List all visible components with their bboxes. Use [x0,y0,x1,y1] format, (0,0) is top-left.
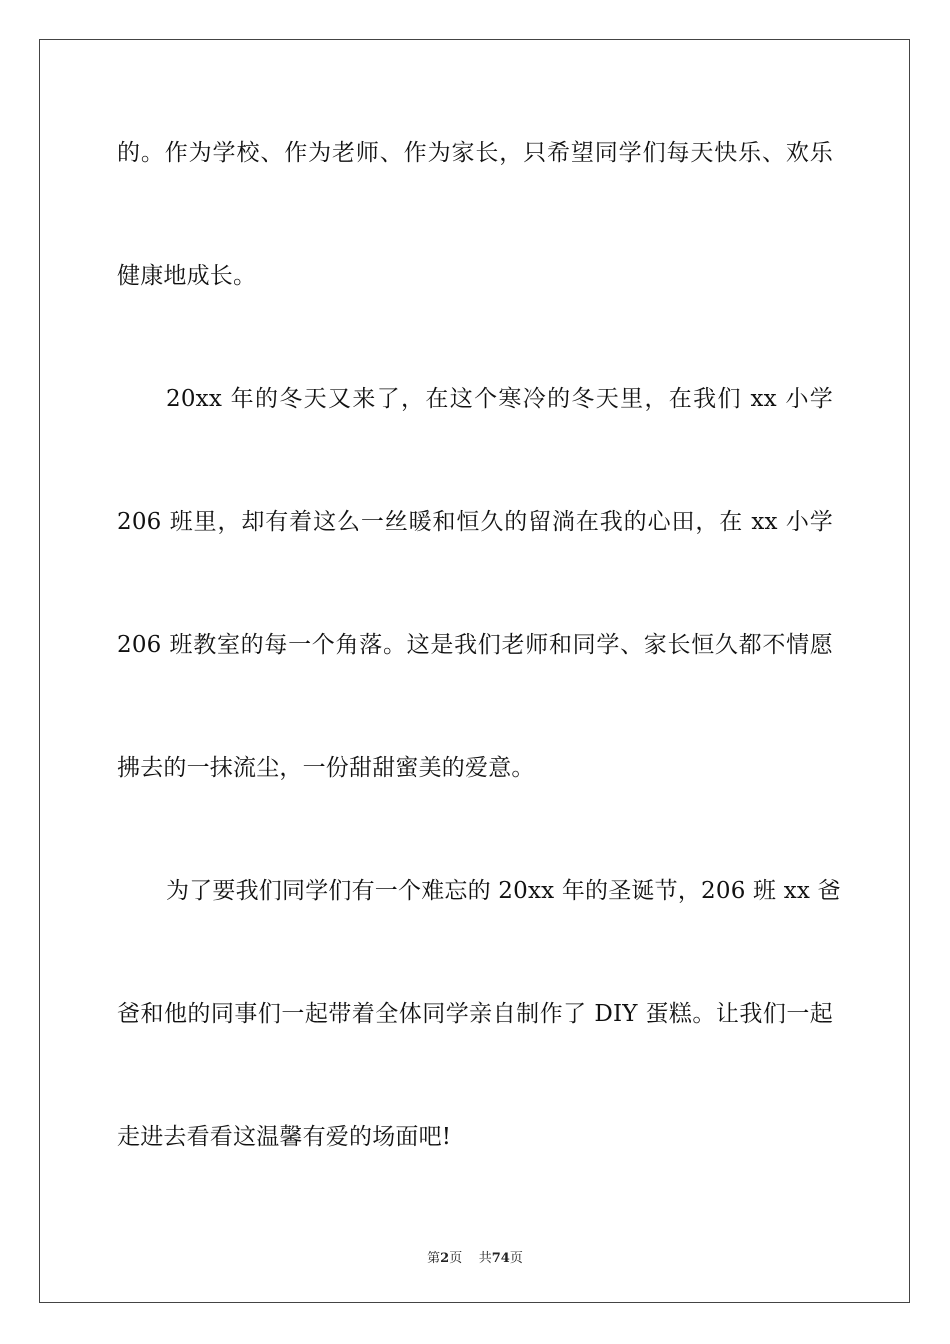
body-line-3: 20xx 年的冬天又来了，在这个寒冷的冬天里，在我们 xx 小学 [166,386,833,412]
body-line-4: 206 班里，却有着这么一丝暖和恒久的留淌在我的心田，在 xx 小学 [117,509,833,535]
body-line-9: 走进去看看这温馨有爱的场面吧! [117,1124,452,1150]
footer-page-suffix: 页 [449,1251,463,1266]
body-line-6: 拂去的一抹流尘，一份甜甜蜜美的爱意。 [117,755,535,781]
page-border [39,39,910,1303]
page-footer [0,1247,950,1266]
footer-page-prefix: 第 [427,1251,441,1266]
body-line-7: 为了要我们同学们有一个难忘的 20xx 年的圣诞节，206 班 xx 爸 [166,878,841,904]
body-line-8: 爸和他的同事们一起带着全体同学亲自制作了 DIY 蛋糕。让我们一起 [117,1001,833,1027]
footer-page-total: 74 [491,1251,510,1266]
footer-page-current: 2 [440,1251,450,1266]
body-line-2: 健康地成长。 [117,263,257,289]
footer-total-prefix: 共 [478,1251,492,1266]
body-line-1: 的。作为学校、作为老师、作为家长，只希望同学们每天快乐、欢乐 [117,140,833,166]
body-line-5: 206 班教室的每一个角落。这是我们老师和同学、家长恒久都不情愿 [117,632,833,658]
footer-total-suffix: 页 [509,1251,523,1266]
